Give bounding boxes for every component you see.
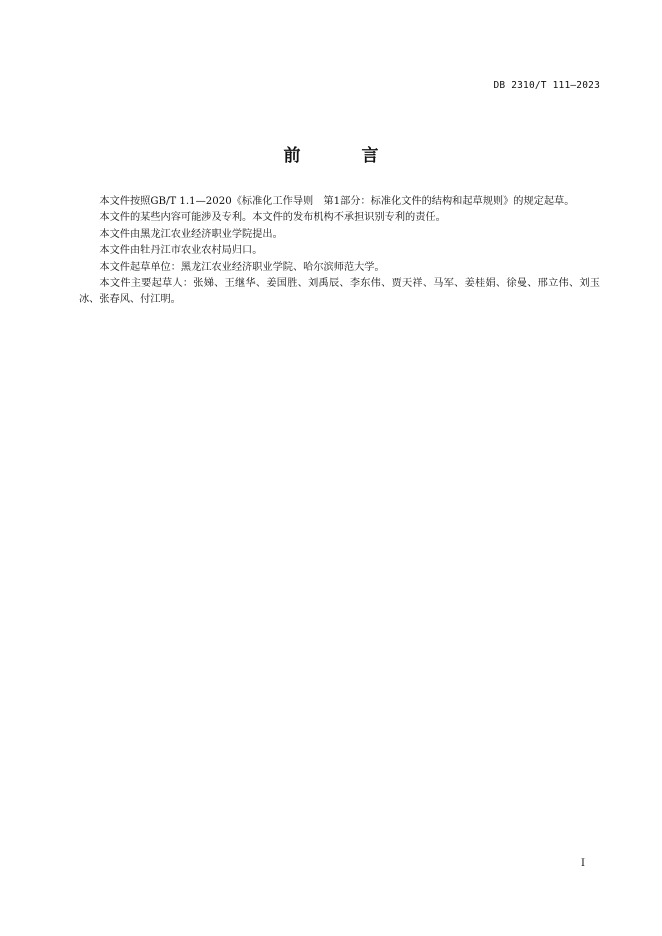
paragraph-drafting-units: 本文件起草单位：黑龙江农业经济职业学院、哈尔滨师范大学。 (99, 261, 385, 273)
paragraph-proposer: 本文件由黑龙江农业经济职业学院提出。 (99, 228, 283, 240)
page-number: I (581, 858, 585, 869)
page-title: 前 言 (283, 146, 401, 166)
document-code: DB 2310/T 111—2023 (493, 80, 600, 91)
paragraph-administrator: 本文件由牡丹江市农业农村局归口。 (99, 245, 263, 257)
paragraph-drafters: 本文件主要起草人：张娣、王继华、姜国胜、刘禹辰、李东伟、贾天祥、马军、姜桂娟、徐曼、邢立伟、刘玉冰、张春风、付江明。 (79, 278, 600, 306)
paragraph-drafting-basis: 本文件按照GB/T 1.1—2020《标准化工作导则 第1部分：标准化文件的结构和起草规则》的规定起草。 (99, 196, 575, 207)
paragraph-patent-notice: 本文件的某些内容可能涉及专利。本文件的发布机构不承担识别专利的责任。 (99, 212, 446, 224)
foreword-body (79, 194, 600, 309)
